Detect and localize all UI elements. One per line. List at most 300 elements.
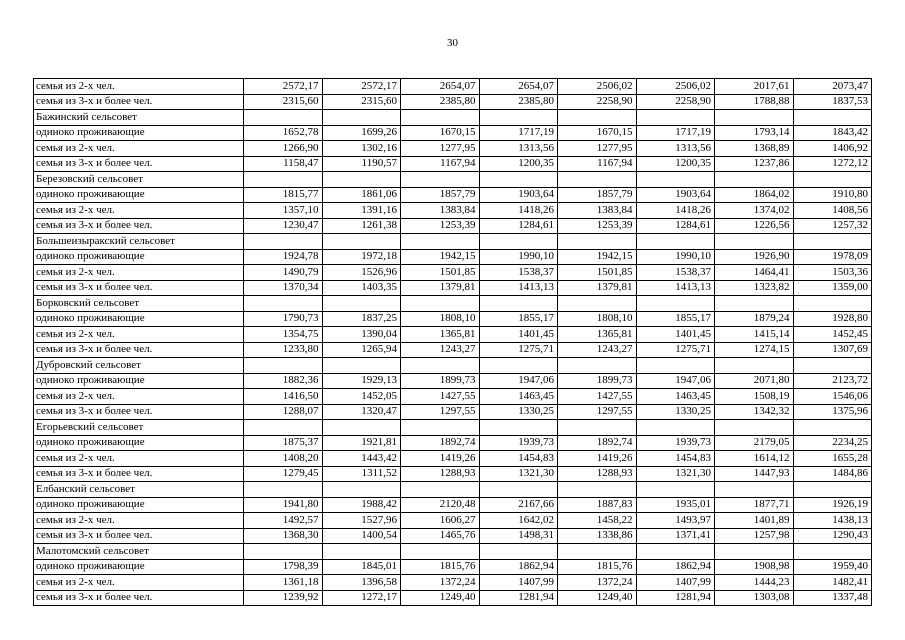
value-cell: 1465,76 xyxy=(401,528,480,544)
value-cell: 1313,56 xyxy=(479,141,558,157)
empty-cell xyxy=(793,172,872,188)
value-cell: 1266,90 xyxy=(244,141,323,157)
section-header-row xyxy=(34,358,872,374)
value-cell: 1407,99 xyxy=(479,575,558,591)
value-cell: 2385,80 xyxy=(401,94,480,110)
value-cell: 1458,22 xyxy=(558,513,637,529)
value-cell: 2385,80 xyxy=(479,94,558,110)
value-cell: 1444,23 xyxy=(715,575,794,591)
empty-cell xyxy=(401,482,480,498)
value-cell: 1249,40 xyxy=(558,590,637,606)
value-cell: 1407,99 xyxy=(636,575,715,591)
section-header-row xyxy=(34,420,872,436)
table-row xyxy=(34,187,872,203)
value-cell: 2506,02 xyxy=(636,79,715,95)
value-cell: 1303,08 xyxy=(715,590,794,606)
value-cell: 1887,83 xyxy=(558,497,637,513)
value-cell: 1443,42 xyxy=(322,451,401,467)
value-cell: 1368,30 xyxy=(244,528,323,544)
empty-cell xyxy=(479,482,558,498)
empty-cell xyxy=(322,296,401,312)
value-cell: 1493,97 xyxy=(636,513,715,529)
table-row xyxy=(34,218,872,234)
empty-cell xyxy=(244,482,323,498)
value-cell: 1370,34 xyxy=(244,280,323,296)
value-cell: 1284,61 xyxy=(636,218,715,234)
value-cell: 1837,53 xyxy=(793,94,872,110)
row-label: семья из 3-х и более чел. xyxy=(34,94,244,110)
value-cell: 1290,43 xyxy=(793,528,872,544)
value-cell: 1862,94 xyxy=(479,559,558,575)
value-cell: 1808,10 xyxy=(401,311,480,327)
table-row xyxy=(34,528,872,544)
value-cell: 1413,13 xyxy=(636,280,715,296)
section-title: Егорьевский сельсовет xyxy=(34,420,244,436)
value-cell: 1365,81 xyxy=(558,327,637,343)
row-label: семья из 2-х чел. xyxy=(34,451,244,467)
empty-cell xyxy=(558,296,637,312)
empty-cell xyxy=(715,172,794,188)
table-row xyxy=(34,590,872,606)
value-cell: 1403,35 xyxy=(322,280,401,296)
value-cell: 1498,31 xyxy=(479,528,558,544)
value-cell: 1265,94 xyxy=(322,342,401,358)
value-cell: 1167,94 xyxy=(558,156,637,172)
value-cell: 1614,12 xyxy=(715,451,794,467)
value-cell: 1546,06 xyxy=(793,389,872,405)
value-cell: 2572,17 xyxy=(244,79,323,95)
empty-cell xyxy=(322,482,401,498)
value-cell: 1717,19 xyxy=(479,125,558,141)
section-header-row xyxy=(34,482,872,498)
table-row xyxy=(34,203,872,219)
value-cell: 2120,48 xyxy=(401,497,480,513)
empty-cell xyxy=(715,544,794,560)
value-cell: 1368,89 xyxy=(715,141,794,157)
table-row xyxy=(34,311,872,327)
value-cell: 1875,37 xyxy=(244,435,323,451)
value-cell: 1338,86 xyxy=(558,528,637,544)
empty-cell xyxy=(244,110,323,126)
value-cell: 1288,93 xyxy=(401,466,480,482)
value-cell: 1877,71 xyxy=(715,497,794,513)
empty-cell xyxy=(479,358,558,374)
value-cell: 1990,10 xyxy=(479,249,558,265)
value-cell: 2167,66 xyxy=(479,497,558,513)
value-cell: 1939,73 xyxy=(636,435,715,451)
value-cell: 1401,89 xyxy=(715,513,794,529)
table-row xyxy=(34,575,872,591)
value-cell: 1391,16 xyxy=(322,203,401,219)
value-cell: 2179,05 xyxy=(715,435,794,451)
value-cell: 1857,79 xyxy=(401,187,480,203)
value-cell: 1354,75 xyxy=(244,327,323,343)
row-label: одиноко проживающие xyxy=(34,497,244,513)
value-cell: 1503,36 xyxy=(793,265,872,281)
empty-cell xyxy=(715,420,794,436)
row-label: одиноко проживающие xyxy=(34,435,244,451)
value-cell: 1482,41 xyxy=(793,575,872,591)
value-cell: 1275,71 xyxy=(479,342,558,358)
value-cell: 1861,06 xyxy=(322,187,401,203)
value-cell: 1427,55 xyxy=(401,389,480,405)
empty-cell xyxy=(558,172,637,188)
value-cell: 1361,18 xyxy=(244,575,323,591)
value-cell: 1843,42 xyxy=(793,125,872,141)
table-row xyxy=(34,342,872,358)
table-row xyxy=(34,466,872,482)
row-label: семья из 3-х и более чел. xyxy=(34,342,244,358)
section-title: Дубровский сельсовет xyxy=(34,358,244,374)
section-header-row xyxy=(34,172,872,188)
value-cell: 1892,74 xyxy=(558,435,637,451)
value-cell: 1274,15 xyxy=(715,342,794,358)
value-cell: 1371,41 xyxy=(636,528,715,544)
value-cell: 1406,92 xyxy=(793,141,872,157)
table-row xyxy=(34,327,872,343)
value-cell: 1200,35 xyxy=(636,156,715,172)
value-cell: 1359,00 xyxy=(793,280,872,296)
value-cell: 2258,90 xyxy=(636,94,715,110)
section-header-row xyxy=(34,234,872,250)
empty-cell xyxy=(558,358,637,374)
value-cell: 1408,56 xyxy=(793,203,872,219)
row-label: семья из 2-х чел. xyxy=(34,575,244,591)
value-cell: 1330,25 xyxy=(636,404,715,420)
empty-cell xyxy=(322,544,401,560)
section-title: Березовский сельсовет xyxy=(34,172,244,188)
value-cell: 1408,20 xyxy=(244,451,323,467)
value-cell: 1808,10 xyxy=(558,311,637,327)
value-cell: 1492,57 xyxy=(244,513,323,529)
row-label: семья из 3-х и более чел. xyxy=(34,156,244,172)
empty-cell xyxy=(244,172,323,188)
value-cell: 1857,79 xyxy=(558,187,637,203)
value-cell: 1899,73 xyxy=(401,373,480,389)
value-cell: 1855,17 xyxy=(636,311,715,327)
value-cell: 1939,73 xyxy=(479,435,558,451)
value-cell: 1243,27 xyxy=(558,342,637,358)
value-cell: 1452,45 xyxy=(793,327,872,343)
table-row xyxy=(34,141,872,157)
table-row xyxy=(34,79,872,95)
value-cell: 2654,07 xyxy=(401,79,480,95)
value-cell: 1990,10 xyxy=(636,249,715,265)
section-title: Малотомский сельсовет xyxy=(34,544,244,560)
value-cell: 1899,73 xyxy=(558,373,637,389)
value-cell: 1167,94 xyxy=(401,156,480,172)
empty-cell xyxy=(244,420,323,436)
empty-cell xyxy=(636,544,715,560)
value-cell: 1454,83 xyxy=(636,451,715,467)
value-cell: 1862,94 xyxy=(636,559,715,575)
empty-cell xyxy=(401,420,480,436)
value-cell: 1924,78 xyxy=(244,249,323,265)
section-title: Борковский сельсовет xyxy=(34,296,244,312)
table-row xyxy=(34,156,872,172)
value-cell: 2234,25 xyxy=(793,435,872,451)
value-cell: 1200,35 xyxy=(479,156,558,172)
value-cell: 1261,38 xyxy=(322,218,401,234)
table-row xyxy=(34,497,872,513)
table-row xyxy=(34,280,872,296)
empty-cell xyxy=(715,296,794,312)
value-cell: 1526,96 xyxy=(322,265,401,281)
value-cell: 2572,17 xyxy=(322,79,401,95)
value-cell: 1415,14 xyxy=(715,327,794,343)
value-cell: 1454,83 xyxy=(479,451,558,467)
value-cell: 1396,58 xyxy=(322,575,401,591)
empty-cell xyxy=(558,110,637,126)
table-row xyxy=(34,94,872,110)
value-cell: 1508,19 xyxy=(715,389,794,405)
row-label: семья из 2-х чел. xyxy=(34,203,244,219)
table-row xyxy=(34,265,872,281)
value-cell: 1463,45 xyxy=(479,389,558,405)
row-label: семья из 3-х и более чел. xyxy=(34,590,244,606)
value-cell: 1815,76 xyxy=(401,559,480,575)
value-cell: 1484,86 xyxy=(793,466,872,482)
value-cell: 1297,55 xyxy=(401,404,480,420)
value-cell: 1379,81 xyxy=(558,280,637,296)
value-cell: 1717,19 xyxy=(636,125,715,141)
empty-cell xyxy=(479,420,558,436)
empty-cell xyxy=(401,172,480,188)
table-row xyxy=(34,451,872,467)
value-cell: 1942,15 xyxy=(558,249,637,265)
section-title: Большеизыракский сельсовет xyxy=(34,234,244,250)
section-title: Елбанский сельсовет xyxy=(34,482,244,498)
row-label: одиноко проживающие xyxy=(34,559,244,575)
empty-cell xyxy=(479,110,558,126)
empty-cell xyxy=(715,234,794,250)
value-cell: 1793,14 xyxy=(715,125,794,141)
value-cell: 1926,90 xyxy=(715,249,794,265)
value-cell: 1501,85 xyxy=(558,265,637,281)
value-cell: 1321,30 xyxy=(479,466,558,482)
table-row xyxy=(34,125,872,141)
value-cell: 1275,71 xyxy=(636,342,715,358)
value-cell: 1383,84 xyxy=(558,203,637,219)
value-cell: 1307,69 xyxy=(793,342,872,358)
value-cell: 2017,61 xyxy=(715,79,794,95)
empty-cell xyxy=(793,420,872,436)
value-cell: 1323,82 xyxy=(715,280,794,296)
section-title: Бажинский сельсовет xyxy=(34,110,244,126)
value-cell: 1297,55 xyxy=(558,404,637,420)
value-cell: 1279,45 xyxy=(244,466,323,482)
value-cell: 1330,25 xyxy=(479,404,558,420)
value-cell: 1401,45 xyxy=(636,327,715,343)
row-label: одиноко проживающие xyxy=(34,125,244,141)
value-cell: 1490,79 xyxy=(244,265,323,281)
value-cell: 2654,07 xyxy=(479,79,558,95)
value-cell: 1277,95 xyxy=(558,141,637,157)
value-cell: 1281,94 xyxy=(636,590,715,606)
value-cell: 2258,90 xyxy=(558,94,637,110)
value-cell: 1401,45 xyxy=(479,327,558,343)
row-label: семья из 2-х чел. xyxy=(34,327,244,343)
value-cell: 1383,84 xyxy=(401,203,480,219)
value-cell: 1320,47 xyxy=(322,404,401,420)
value-cell: 1375,96 xyxy=(793,404,872,420)
section-header-row xyxy=(34,544,872,560)
value-cell: 1699,26 xyxy=(322,125,401,141)
empty-cell xyxy=(636,110,715,126)
table-row xyxy=(34,373,872,389)
value-cell: 1815,77 xyxy=(244,187,323,203)
value-cell: 2506,02 xyxy=(558,79,637,95)
value-cell: 1464,41 xyxy=(715,265,794,281)
empty-cell xyxy=(636,234,715,250)
empty-cell xyxy=(715,358,794,374)
value-cell: 1642,02 xyxy=(479,513,558,529)
value-cell: 1837,25 xyxy=(322,311,401,327)
value-cell: 2071,80 xyxy=(715,373,794,389)
empty-cell xyxy=(636,296,715,312)
value-cell: 1257,32 xyxy=(793,218,872,234)
value-cell: 1670,15 xyxy=(558,125,637,141)
value-cell: 1237,86 xyxy=(715,156,794,172)
value-cell: 1253,39 xyxy=(401,218,480,234)
value-cell: 1959,40 xyxy=(793,559,872,575)
value-cell: 1928,80 xyxy=(793,311,872,327)
row-label: семья из 2-х чел. xyxy=(34,265,244,281)
empty-cell xyxy=(401,110,480,126)
value-cell: 1655,28 xyxy=(793,451,872,467)
row-label: семья из 3-х и более чел. xyxy=(34,528,244,544)
value-cell: 1670,15 xyxy=(401,125,480,141)
empty-cell xyxy=(322,234,401,250)
empty-cell xyxy=(793,358,872,374)
empty-cell xyxy=(401,544,480,560)
value-cell: 2123,72 xyxy=(793,373,872,389)
value-cell: 1230,47 xyxy=(244,218,323,234)
tariff-table xyxy=(33,78,872,606)
value-cell: 1243,27 xyxy=(401,342,480,358)
value-cell: 1158,47 xyxy=(244,156,323,172)
empty-cell xyxy=(715,482,794,498)
empty-cell xyxy=(558,234,637,250)
value-cell: 1892,74 xyxy=(401,435,480,451)
value-cell: 1374,02 xyxy=(715,203,794,219)
value-cell: 1538,37 xyxy=(479,265,558,281)
empty-cell xyxy=(322,172,401,188)
value-cell: 1281,94 xyxy=(479,590,558,606)
empty-cell xyxy=(401,296,480,312)
value-cell: 1501,85 xyxy=(401,265,480,281)
value-cell: 1284,61 xyxy=(479,218,558,234)
row-label: семья из 3-х и более чел. xyxy=(34,218,244,234)
value-cell: 1357,10 xyxy=(244,203,323,219)
value-cell: 1379,81 xyxy=(401,280,480,296)
empty-cell xyxy=(322,420,401,436)
row-label: семья из 2-х чел. xyxy=(34,513,244,529)
value-cell: 1864,02 xyxy=(715,187,794,203)
value-cell: 1942,15 xyxy=(401,249,480,265)
empty-cell xyxy=(636,482,715,498)
row-label: одиноко проживающие xyxy=(34,373,244,389)
value-cell: 1988,42 xyxy=(322,497,401,513)
row-label: семья из 2-х чел. xyxy=(34,141,244,157)
value-cell: 2073,47 xyxy=(793,79,872,95)
table-row xyxy=(34,389,872,405)
value-cell: 1947,06 xyxy=(479,373,558,389)
value-cell: 1400,54 xyxy=(322,528,401,544)
value-cell: 1903,64 xyxy=(636,187,715,203)
empty-cell xyxy=(401,234,480,250)
value-cell: 1910,80 xyxy=(793,187,872,203)
value-cell: 1845,01 xyxy=(322,559,401,575)
value-cell: 1788,88 xyxy=(715,94,794,110)
value-cell: 1908,98 xyxy=(715,559,794,575)
empty-cell xyxy=(558,482,637,498)
value-cell: 1288,07 xyxy=(244,404,323,420)
value-cell: 1447,93 xyxy=(715,466,794,482)
row-label: семья из 2-х чел. xyxy=(34,79,244,95)
value-cell: 1798,39 xyxy=(244,559,323,575)
value-cell: 1372,24 xyxy=(401,575,480,591)
table-row xyxy=(34,404,872,420)
empty-cell xyxy=(793,110,872,126)
table-row xyxy=(34,559,872,575)
value-cell: 1365,81 xyxy=(401,327,480,343)
value-cell: 1253,39 xyxy=(558,218,637,234)
value-cell: 1337,48 xyxy=(793,590,872,606)
empty-cell xyxy=(793,296,872,312)
value-cell: 1372,24 xyxy=(558,575,637,591)
value-cell: 1452,05 xyxy=(322,389,401,405)
row-label: одиноко проживающие xyxy=(34,311,244,327)
value-cell: 1249,40 xyxy=(401,590,480,606)
value-cell: 1978,09 xyxy=(793,249,872,265)
empty-cell xyxy=(793,482,872,498)
value-cell: 1302,16 xyxy=(322,141,401,157)
value-cell: 2315,60 xyxy=(244,94,323,110)
value-cell: 1926,19 xyxy=(793,497,872,513)
empty-cell xyxy=(244,296,323,312)
value-cell: 1413,13 xyxy=(479,280,558,296)
empty-cell xyxy=(479,172,558,188)
value-cell: 1419,26 xyxy=(558,451,637,467)
value-cell: 1790,73 xyxy=(244,311,323,327)
empty-cell xyxy=(558,420,637,436)
value-cell: 1882,36 xyxy=(244,373,323,389)
value-cell: 1652,78 xyxy=(244,125,323,141)
row-label: семья из 3-х и более чел. xyxy=(34,466,244,482)
value-cell: 1972,18 xyxy=(322,249,401,265)
tariff-table-body xyxy=(34,79,872,606)
value-cell: 1935,01 xyxy=(636,497,715,513)
table-row xyxy=(34,435,872,451)
row-label: одиноко проживающие xyxy=(34,187,244,203)
empty-cell xyxy=(479,234,558,250)
value-cell: 1419,26 xyxy=(401,451,480,467)
value-cell: 1418,26 xyxy=(636,203,715,219)
row-label: одиноко проживающие xyxy=(34,249,244,265)
empty-cell xyxy=(793,544,872,560)
empty-cell xyxy=(715,110,794,126)
value-cell: 1321,30 xyxy=(636,466,715,482)
row-label: семья из 3-х и более чел. xyxy=(34,280,244,296)
value-cell: 1855,17 xyxy=(479,311,558,327)
value-cell: 1538,37 xyxy=(636,265,715,281)
empty-cell xyxy=(401,358,480,374)
empty-cell xyxy=(244,544,323,560)
table-row xyxy=(34,513,872,529)
value-cell: 1239,92 xyxy=(244,590,323,606)
value-cell: 1438,13 xyxy=(793,513,872,529)
